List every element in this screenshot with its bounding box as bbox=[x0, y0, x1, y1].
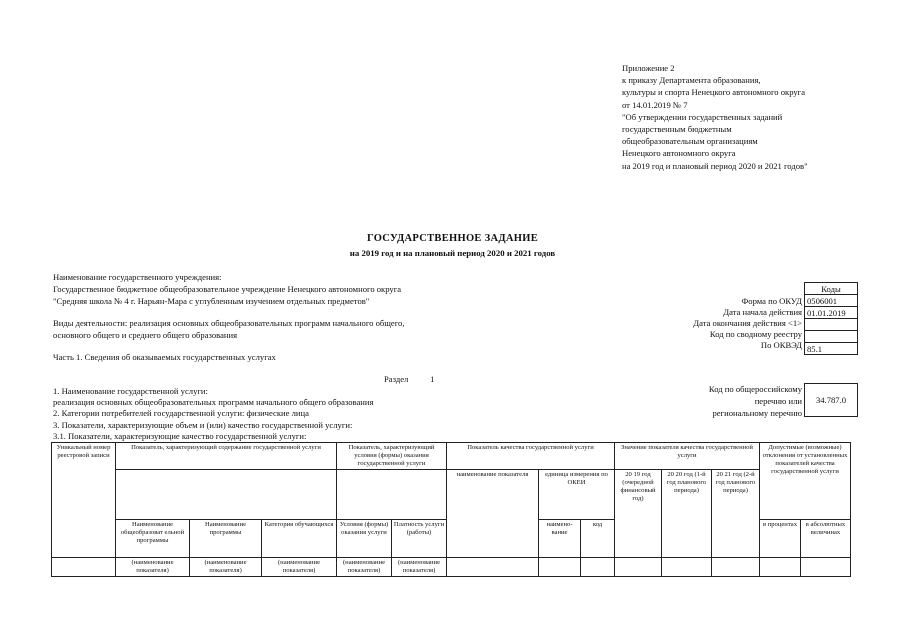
annex-line: на 2019 год и плановый период 2020 и 2021 годов" bbox=[622, 160, 808, 171]
annex-line: "Об утверждении государственных заданий bbox=[622, 111, 783, 122]
indicator-cell-empty bbox=[712, 558, 760, 577]
code-label-okved: По ОКВЭД bbox=[760, 340, 802, 350]
section-label-text: Раздел bbox=[384, 374, 409, 384]
code-value-okved: 85.1 bbox=[805, 343, 858, 355]
indicators-heading: 3. Показатели, характеризующие объем и (или) качество государственной услуги: bbox=[53, 420, 353, 430]
quality-table bbox=[51, 442, 851, 577]
indicator-cell: (наименование показателя) bbox=[190, 558, 262, 577]
annex-line: к приказу Департамента образования, bbox=[622, 75, 761, 86]
registry-code-value: 34.787.0 bbox=[815, 395, 847, 405]
registry-label-3: региональному перечню bbox=[712, 408, 802, 418]
col-content-indicator: Показатель, характеризующий содержание государственной услуги bbox=[116, 443, 337, 470]
indicator-cell-empty bbox=[447, 558, 539, 577]
annex-block bbox=[622, 62, 808, 172]
conditions-indicator-space bbox=[337, 470, 447, 520]
col-year-2019: 20 19 год (очередной финансовый год) bbox=[615, 470, 662, 558]
col-deviation-absolute: в абсолютных величинах bbox=[801, 520, 851, 558]
content-indicator-space bbox=[116, 470, 337, 520]
service-name-label: 1. Наименование государственной услуги: bbox=[53, 386, 208, 396]
col-unit-code: код bbox=[581, 520, 615, 558]
annex-line: культуры и спорта Ненецкого автономного округа bbox=[622, 87, 806, 98]
col-indicator-name: наименование показателя bbox=[447, 470, 539, 558]
indicator-cell-empty bbox=[801, 558, 851, 577]
indicator-cell-empty bbox=[615, 558, 662, 577]
col-conditions-indicator: Показатель, характеризующий условия (формы) оказания государственной услуги bbox=[337, 443, 447, 470]
indicator-cell-empty bbox=[539, 558, 581, 577]
annex-line: Ненецкого автономного округа bbox=[622, 148, 736, 159]
registry-code-box bbox=[804, 383, 858, 417]
indicator-cell: (наименование показателя) bbox=[262, 558, 337, 577]
col-payment: Платность услуги (работы) bbox=[392, 520, 447, 558]
col-program-name: Наименование общеобразоват ельной программы bbox=[116, 520, 190, 558]
col-student-category: Категория обучающихся bbox=[262, 520, 337, 558]
code-label-okud: Форма по ОКУД bbox=[741, 296, 802, 306]
col-year-2021: 20 21 год (2-й год планового периода) bbox=[712, 470, 760, 558]
col-year-2020: 20 20 год (1-й год планового периода) bbox=[662, 470, 712, 558]
code-value-registry bbox=[805, 331, 858, 343]
code-value-okud: 0506001 bbox=[805, 295, 858, 307]
indicator-cell-empty bbox=[52, 558, 116, 577]
indicator-cell: (наименование показателя) bbox=[116, 558, 190, 577]
section-label bbox=[384, 374, 434, 384]
part-heading: Часть 1. Сведения об оказываемых государственных услугах bbox=[53, 352, 276, 362]
col-deviation-percent: в процентах bbox=[760, 520, 801, 558]
codes-table bbox=[804, 282, 858, 355]
col-unique-number: Уникальный номер реестровой записи bbox=[52, 443, 116, 558]
institution-label: Наименование государственного учреждения: bbox=[53, 272, 222, 282]
annex-line: общеобразовательным организациям bbox=[622, 136, 758, 147]
section-number: 1 bbox=[430, 374, 435, 384]
annex-line: от 14.01.2019 № 7 bbox=[622, 99, 688, 110]
indicator-cell-empty bbox=[760, 558, 801, 577]
quality-indicators-heading: 3.1. Показатели, характеризующие качество государственной услуги: bbox=[53, 431, 307, 441]
code-label-start: Дата начала действия bbox=[723, 307, 802, 317]
col-quality-indicator: Показатель качества государственной услуги bbox=[447, 443, 615, 470]
annex-line: государственным бюджетным bbox=[622, 124, 732, 135]
code-label-registry: Код по сводному реестру bbox=[709, 329, 802, 339]
institution-name-line1: Государственное бюджетное общеобразовательное учреждение Ненецкого автономного округа bbox=[53, 284, 402, 294]
col-unit-okei: единица измерения по ОКЕИ bbox=[539, 470, 615, 520]
col-deviation: Допустимые (возможные) отклонения от установленных показателей качества государственной услуги bbox=[760, 443, 851, 520]
registry-label-1: Код по общероссийскому bbox=[708, 384, 802, 394]
col-program: Наименование программы bbox=[190, 520, 262, 558]
registry-label-2: перечню или bbox=[754, 396, 802, 406]
consumer-categories: 2. Категории потребителей государственной услуги: физические лица bbox=[53, 408, 309, 418]
indicator-cell-empty bbox=[581, 558, 615, 577]
service-name-value: реализация основных общеобразовательных программ начального общего образования bbox=[53, 397, 374, 407]
col-service-conditions: Условия (формы) оказания услуги bbox=[337, 520, 392, 558]
activity-line2: основного общего и среднего общего образования bbox=[53, 330, 238, 340]
code-label-end: Дата окончания действия <1> bbox=[693, 318, 802, 328]
document-subtitle: на 2019 год и на плановый период 2020 и 2021 годов bbox=[349, 248, 556, 258]
activity-line1: Виды деятельности: реализация основных общеобразовательных программ начального общего, bbox=[53, 318, 405, 328]
codes-header: Коды bbox=[805, 283, 858, 295]
institution-name-line2: "Средняя школа № 4 г. Нарьян-Мара с углубленным изучением отдельных предметов" bbox=[53, 296, 370, 306]
col-unit-name: наимено- вание bbox=[539, 520, 581, 558]
code-value-end bbox=[805, 319, 858, 331]
indicator-cell: (наименование показателя) bbox=[392, 558, 447, 577]
indicator-cell-empty bbox=[662, 558, 712, 577]
code-value-start: 01.01.2019 bbox=[805, 307, 858, 319]
document-title: ГОСУДАРСТВЕННОЕ ЗАДАНИЕ bbox=[366, 233, 539, 244]
annex-line: Приложение 2 bbox=[622, 63, 675, 73]
col-quality-values: Значение показателя качества государственной услуги bbox=[615, 443, 760, 470]
indicator-cell: (наименование показателя) bbox=[337, 558, 392, 577]
